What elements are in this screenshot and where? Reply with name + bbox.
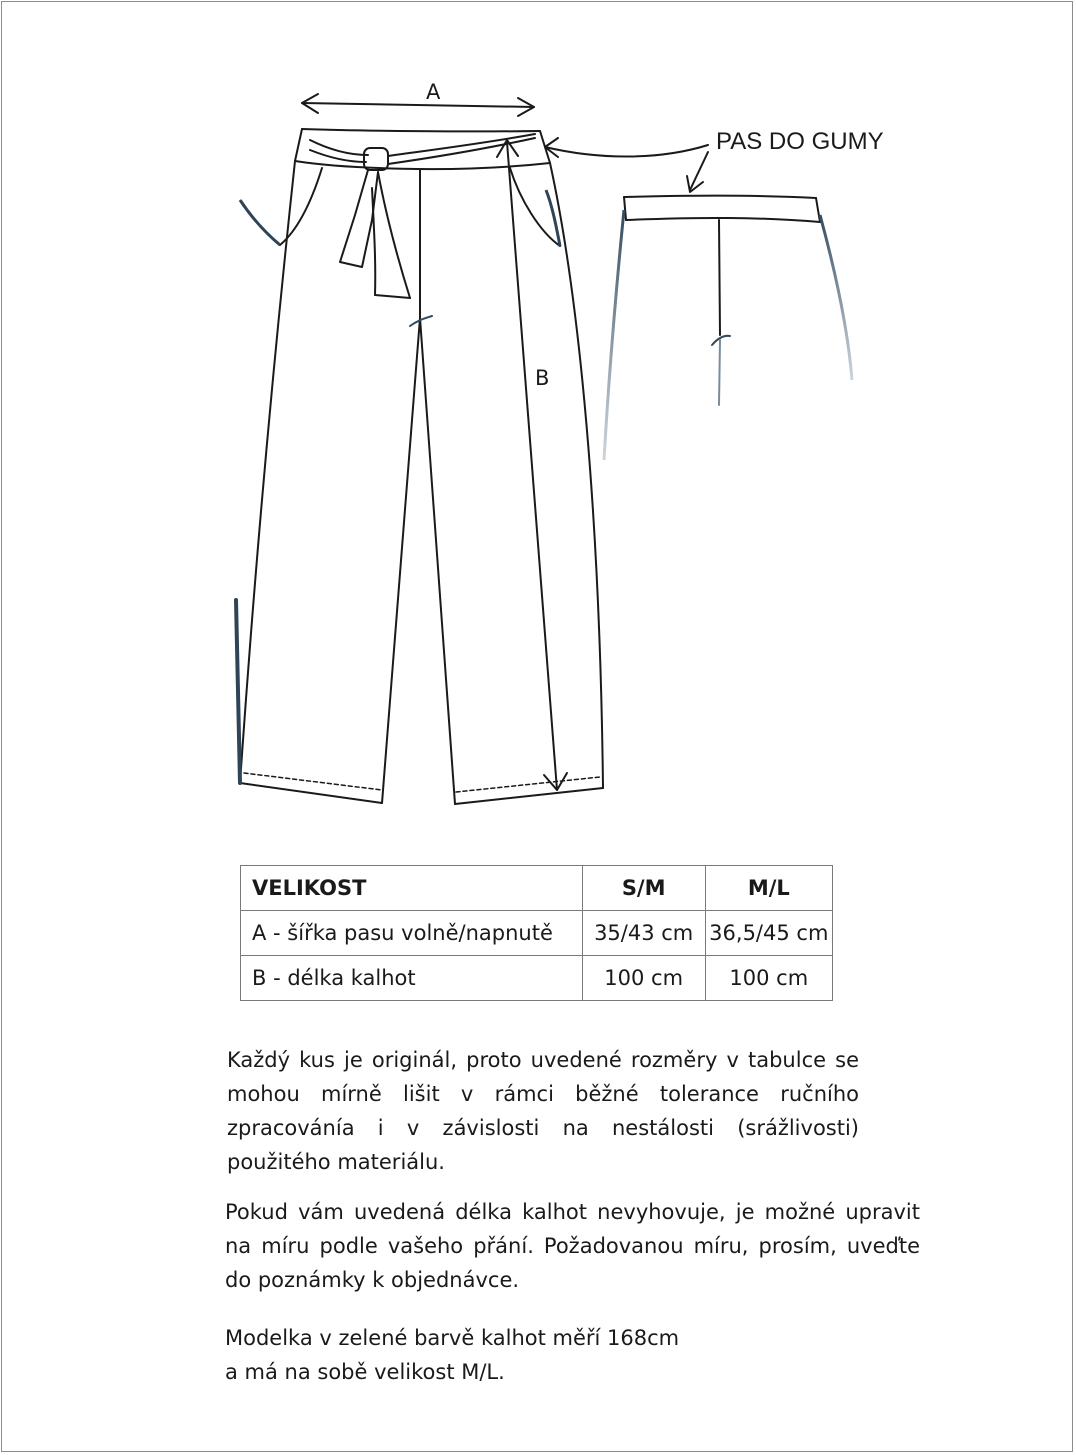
size-table-header (241, 866, 833, 911)
table-row (241, 911, 833, 956)
row-label: B - délka kalhot (241, 956, 583, 1001)
size-header-ml: M/L (705, 866, 832, 911)
length-arrow-b (497, 140, 567, 790)
note-model (225, 1321, 920, 1389)
table-row (241, 956, 833, 1001)
row-value-ml: 100 cm (705, 956, 832, 1001)
row-value-sm: 100 cm (582, 956, 705, 1001)
waistband-detail (624, 196, 820, 405)
width-arrow-a (302, 94, 534, 116)
size-table (240, 865, 833, 1001)
pocket-left (280, 168, 322, 245)
trouser-outline (240, 161, 603, 804)
row-label: A - šířka pasu volně/napnutě (241, 911, 583, 956)
measurement-label-a: A (426, 80, 441, 104)
note-model-line-2: a má na sobě velikost M/L. (225, 1360, 505, 1384)
size-header-sm: S/M (582, 866, 705, 911)
measurement-label-b: B (535, 366, 550, 390)
size-header-label: VELIKOST (241, 866, 583, 911)
row-value-ml: 36,5/45 cm (705, 911, 832, 956)
note-tolerance: Každý kus je originál, proto uvedené rozměry v tabulce se mohou mírně lišit v rámci běžné tolerance ručního zpracovánía i v závislosti na nestálosti (srážlivosti) použitého materiálu. (227, 1048, 859, 1174)
waist-callout-arrow (545, 138, 708, 192)
waist-callout-label: PAS DO GUMY (716, 128, 884, 155)
note-custom-length: Pokud vám uvedená délka kalhot nevyhovuje, je možné upravit na míru podle vašeho přání. Požadovanou míru, prosím, uveďte do poznámky k objednávce. (225, 1200, 920, 1292)
note-model-line-1: Modelka v zelené barvě kalhot měří 168cm (225, 1326, 680, 1350)
belt-tie (310, 134, 535, 298)
row-value-sm: 35/43 cm (582, 911, 705, 956)
